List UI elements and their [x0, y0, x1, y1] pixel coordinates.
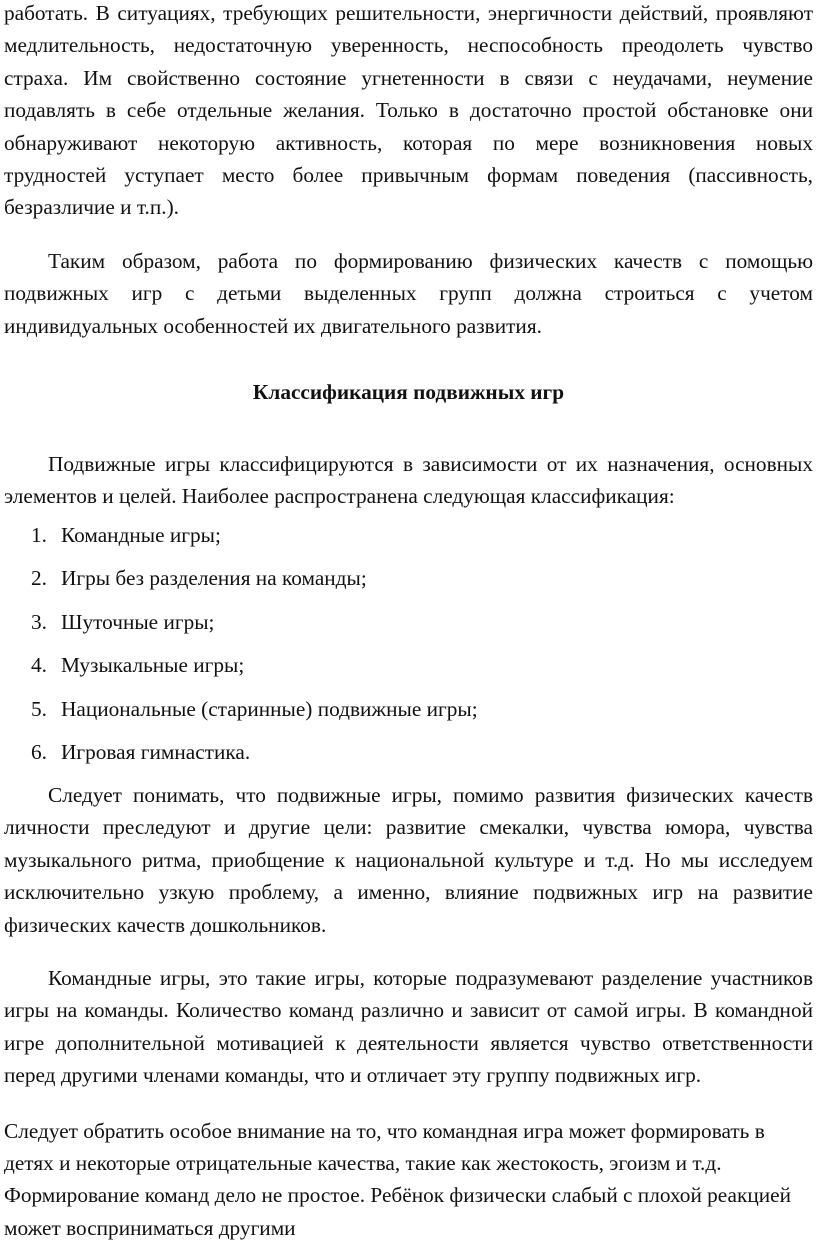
list-item — [4, 562, 813, 594]
paragraph-6: Следует обратить особое внимание на то, что командная игра может формировать в детях и некоторые отрицательные качества, такие как жестокость, эгоизм и т.д. Формирование команд дело не простое. Ребёнок физически слабый с плохой реакцией может восприниматься другими — [4, 1118, 791, 1240]
list-item — [4, 649, 813, 681]
list-item-text: Музыкальные игры; — [61, 653, 245, 678]
list-item-number: 3. — [31, 609, 47, 634]
classification-list — [4, 519, 813, 769]
list-item-text: Игры без разделения на команды; — [61, 566, 367, 591]
list-item — [4, 736, 813, 768]
paragraph-4: Следует понимать, что подвижные игры, помимо развития физических качеств личности преследуют и другие цели: развитие смекалки, чувства юмора, чувства музыкального ритма, приобщение к национальной культуре и т.д. Но мы исследуем исключительно узкую проблему, а именно, влияние подвижных игр на развитие физических качеств дошкольников. — [4, 782, 813, 937]
list-item-text: Шуточные игры; — [61, 609, 215, 634]
paragraph-2: Таким образом, работа по формированию физических качеств с помощью подвижных игр с детьми выделенных групп должна строиться с учетом индивидуальных особенностей их двигательного развития. — [4, 248, 813, 338]
list-item-text: Игровая гимнастика. — [61, 740, 251, 765]
list-item-text: Командные игры; — [61, 522, 221, 547]
section-heading: Классификация подвижных игр — [252, 380, 565, 405]
list-item — [4, 519, 813, 551]
list-item — [4, 606, 813, 638]
list-item-number: 1. — [31, 522, 47, 547]
list-item-number: 2. — [31, 566, 47, 591]
paragraph-1: работать. В ситуациях, требующих решительности, энергичности действий, проявляют медлительность, недостаточную уверенность, неспособность преодолеть чувство страха. Им свойственно состояние угнетенности в связи с неудачами, неумение подавлять в себе отдельные желания. Только в достаточно простой обстановке они обнаруживают некоторую активность, которая по мере возникновения новых трудностей уступает место более привычным формам поведения (пассивность, безразличие и т.п.). — [4, 1, 813, 220]
list-item — [4, 693, 813, 725]
list-item-text: Национальные (старинные) подвижные игры; — [61, 696, 478, 721]
paragraph-3: Подвижные игры классифицируются в зависимости от их назначения, основных элементов и целей. Наиболее распространена следующая классификация: — [4, 452, 813, 509]
list-item-number: 5. — [31, 696, 47, 721]
list-item-number: 4. — [31, 653, 47, 678]
list-item-number: 6. — [31, 740, 47, 765]
paragraph-5: Командные игры, это такие игры, которые подразумевают разделение участников игры на команды. Количество команд различно и зависит от самой игры. В командной игре дополнительной мотивацией к деятельности является чувство ответственности перед другими членами команды, что и отличает эту группу подвижных игр. — [4, 965, 813, 1088]
